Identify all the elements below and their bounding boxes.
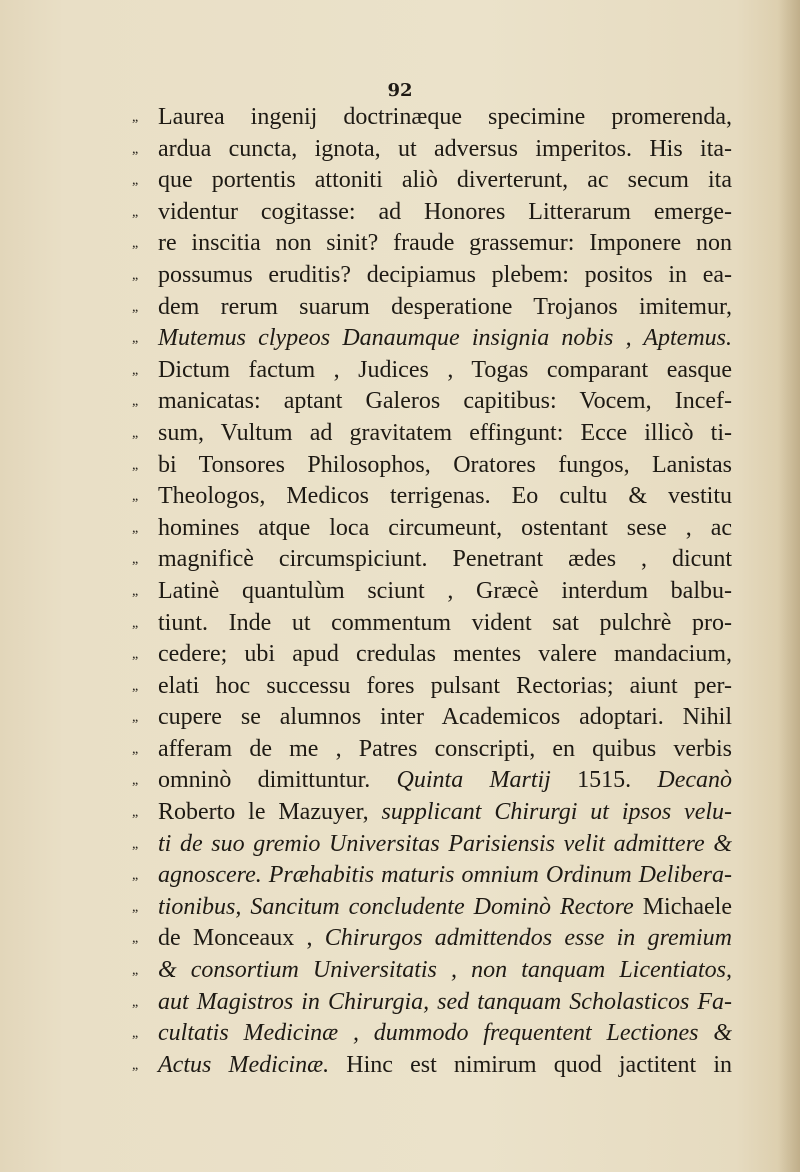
text-line <box>132 987 732 1019</box>
text-line <box>132 450 732 482</box>
text-line <box>132 481 732 513</box>
roman-text: 1515. <box>550 767 658 794</box>
quotation-mark: „ <box>132 362 139 378</box>
quotation-mark: „ <box>132 868 139 884</box>
italic-text: aut Magistros in Chirurgia, sed tanquam Scholasticos Fa- <box>158 988 732 1015</box>
text-line <box>132 955 732 987</box>
text-line <box>132 765 732 797</box>
quotation-mark: „ <box>132 931 139 947</box>
body-text <box>132 102 732 1081</box>
italic-text: Quinta Martij <box>396 767 551 794</box>
roman-text: bi Tonsores Philosophos, Oratores fungos, Lanistas <box>158 451 732 478</box>
roman-text: omninò dimittuntur. <box>158 767 397 794</box>
quotation-mark: „ <box>132 647 139 663</box>
text-line <box>132 102 732 134</box>
quotation-mark: „ <box>132 394 139 410</box>
quotation-mark: „ <box>132 1057 139 1073</box>
roman-text: Dictum factum , Judices , Togas comparant easque <box>158 356 732 383</box>
italic-text: ti de suo gremio Universitas Parisiensis velit admittere & <box>158 830 732 857</box>
roman-text: possumus eruditis? decipiamus plebem: positos in ea- <box>158 261 732 288</box>
italic-text: Chirurgos admittendos esse in gremium <box>324 925 732 952</box>
text-line <box>132 1050 732 1082</box>
quotation-mark: „ <box>132 489 139 505</box>
roman-text: sum, Vultum ad gravitatem effingunt: Ecce illicò ti- <box>158 419 732 446</box>
italic-text: Actus Medicinæ. <box>158 1051 330 1078</box>
roman-text: que portentis attoniti aliò diverterunt, ac secum ita <box>158 167 732 194</box>
text-line <box>132 197 732 229</box>
quotation-mark: „ <box>132 457 139 473</box>
text-line <box>132 323 732 355</box>
text-line <box>132 355 732 387</box>
quotation-mark: „ <box>132 173 139 189</box>
quotation-mark: „ <box>132 741 139 757</box>
text-line <box>132 134 732 166</box>
roman-text: magnificè circumspiciunt. Penetrant ædes , dicunt <box>158 546 732 573</box>
text-line <box>132 608 732 640</box>
text-line <box>132 228 732 260</box>
text-line <box>132 702 732 734</box>
roman-text: elati hoc successu fores pulsant Rectorias; aiunt per- <box>158 672 732 699</box>
quotation-mark: „ <box>132 331 139 347</box>
roman-text: cupere se alumnos inter Academicos adoptari. Nihil <box>158 704 732 731</box>
text-line <box>132 544 732 576</box>
italic-text: agnoscere. Præhabitis maturis omnium Ordinum Delibera- <box>158 862 732 889</box>
quotation-mark: „ <box>132 204 139 220</box>
roman-text: Laurea ingenij doctrinæque specimine promerenda, <box>158 104 732 130</box>
quotation-mark: „ <box>132 520 139 536</box>
text-line <box>132 418 732 450</box>
text-line <box>132 671 732 703</box>
roman-text: videntur cogitasse: ad Honores Litterarum emerge- <box>158 198 732 225</box>
quotation-mark: „ <box>132 615 139 631</box>
italic-text: supplicant Chirurgi ut ipsos velu- <box>381 799 732 826</box>
page-edge-shadow <box>778 0 800 1172</box>
text-line <box>132 292 732 324</box>
quotation-mark: „ <box>132 805 139 821</box>
quotation-mark: „ <box>132 110 139 125</box>
italic-text: cultatis Medicinæ , dummodo frequentent Lectiones & <box>158 1020 732 1047</box>
quotation-mark: „ <box>132 899 139 915</box>
quotation-mark: „ <box>132 963 139 979</box>
quotation-mark: „ <box>132 583 139 599</box>
quotation-mark: „ <box>132 236 139 252</box>
roman-text: re inscitia non sinit? fraude grassemur: Imponere non <box>158 230 732 257</box>
text-line <box>132 1018 732 1050</box>
quotation-mark: „ <box>132 773 139 789</box>
roman-text: Theologos, Medicos terrigenas. Eo cultu & vestitu <box>158 483 732 510</box>
roman-text: cedere; ubi apud credulas mentes valere mandacium, <box>158 641 732 668</box>
roman-text: manicatas: aptant Galeros capitibus: Vocem, Incef- <box>158 388 732 415</box>
quotation-mark: „ <box>132 425 139 441</box>
text-line <box>132 576 732 608</box>
text-line <box>132 892 732 924</box>
quotation-mark: „ <box>132 552 139 568</box>
roman-text: Michaele <box>633 893 732 920</box>
quotation-mark: „ <box>132 141 139 157</box>
quotation-mark: „ <box>132 710 139 726</box>
quotation-mark: „ <box>132 836 139 852</box>
text-line <box>132 639 732 671</box>
quotation-mark: „ <box>132 678 139 694</box>
text-line <box>132 797 732 829</box>
italic-text: Mutemus clypeos Danaumque insignia nobis , Aptemus. <box>158 325 732 352</box>
roman-text: ardua cuncta, ignota, ut adversus imperitos. His ita- <box>158 135 732 162</box>
roman-text: Latinè quantulùm sciunt , Græcè interdum balbu- <box>158 577 732 604</box>
italic-text: Decanò <box>657 767 732 794</box>
text-line <box>132 860 732 892</box>
quotation-mark: „ <box>132 299 139 315</box>
text-line <box>132 260 732 292</box>
quotation-mark: „ <box>132 267 139 283</box>
quotation-mark: „ <box>132 994 139 1010</box>
text-line <box>132 829 732 861</box>
roman-text: dem rerum suarum desperatione Trojanos imitemur, <box>158 293 732 320</box>
page-number: 92 <box>387 80 413 101</box>
roman-text: homines atque loca circumeunt, ostentant sese , ac <box>158 514 732 541</box>
roman-text: de Monceaux , <box>158 925 325 952</box>
italic-text: & consortium Universitatis , non tanquam Licentiatos, <box>158 957 732 984</box>
text-line <box>132 513 732 545</box>
roman-text: Hinc est nimirum quod jactitent in <box>329 1051 732 1078</box>
roman-text: Roberto le Mazuyer, <box>158 799 382 826</box>
text-line <box>132 165 732 197</box>
quotation-mark: „ <box>132 1026 139 1042</box>
text-line <box>132 734 732 766</box>
italic-text: tionibus, Sancitum concludente Dominò Rectore <box>158 893 634 920</box>
roman-text: afferam de me , Patres conscripti, en quibus verbis <box>158 735 732 762</box>
text-line <box>132 386 732 418</box>
roman-text: tiunt. Inde ut commentum vident sat pulchrè pro- <box>158 609 732 636</box>
text-line <box>132 923 732 955</box>
